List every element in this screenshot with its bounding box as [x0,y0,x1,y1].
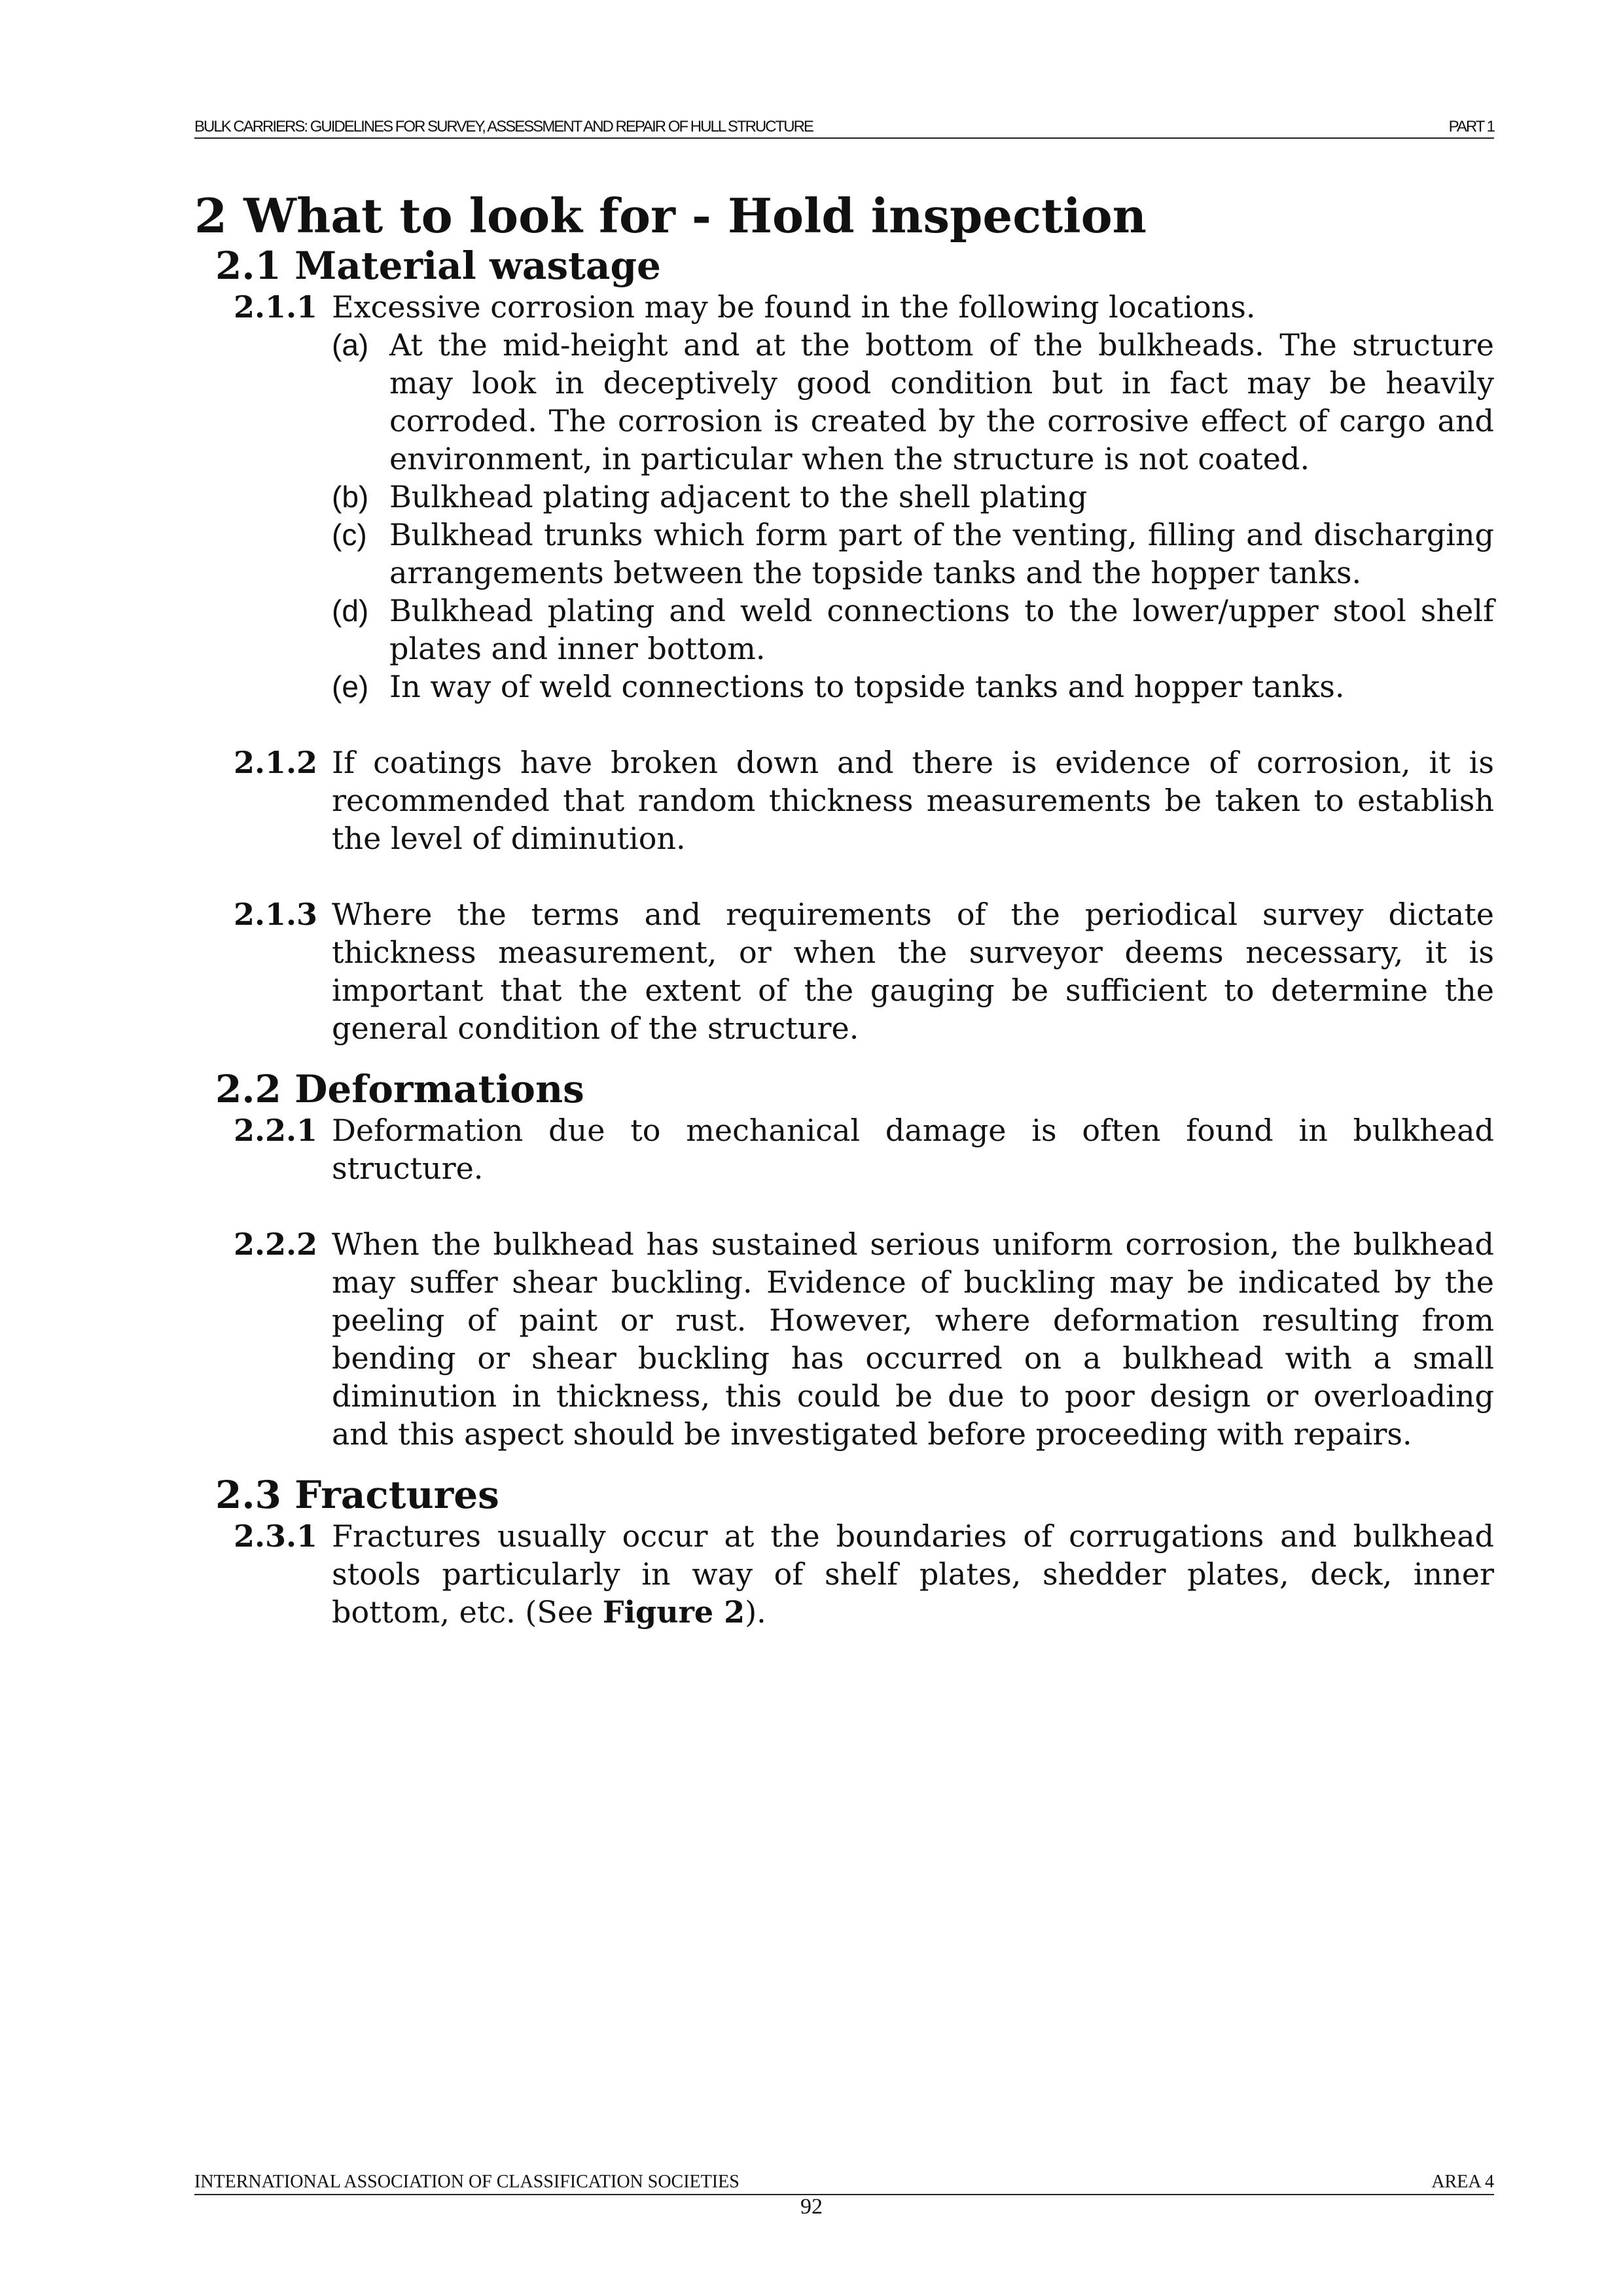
list-item [332,326,1494,478]
chapter-title: 2 What to look for - Hold inspection [194,188,1147,243]
footer-area: AREA 4 [1431,2172,1494,2192]
list-item-label: (d) [332,594,369,628]
paragraph-number: 2.1.1 [234,289,318,325]
running-footer [194,2172,1494,2195]
paragraph-2-3-1 [194,1517,1494,1631]
main-content [194,190,1494,1631]
list-item-label: (c) [332,518,367,552]
section-heading-2-1: 2.1 Material wastage [215,243,661,288]
paragraph-text: Fractures usually occur at the boundaries of corrugations and bulkhead stools particularly in way of shelf plates, shedder plates, deck, inner bottom, etc. (See [332,1518,1494,1630]
running-header [194,118,1494,139]
paragraph-text: Deformation due to mechanical damage is often found in bulkhead structure. [332,1113,1494,1186]
paragraph-text-end: ). [745,1594,766,1630]
section-heading-2-3: 2.3 Fractures [215,1473,499,1517]
paragraph-text: When the bulkhead has sustained serious uniform corrosion, the bulkhead may suffer shear buckling. Evidence of buckling may be indicated by the peeling of paint or rust. However, where deformation resulting from bending or shear buckling has occurred on a bulkhead with a small diminution in thickness, this could be due to poor design or overloading and this aspect should be investigated before proceeding with repairs. [332,1227,1494,1452]
paragraph-text: Where the terms and requirements of the periodical survey dictate thickness measurement, or when the surveyor deems necessary, it is important that the extent of the gauging be sufficient to determine the general condition of the structure. [332,897,1494,1046]
list-item-text: In way of weld connections to topside tanks and hopper tanks. [389,669,1345,704]
paragraph-2-1-1 [194,288,1494,706]
header-part: PART 1 [1448,118,1494,135]
paragraph-2-2-1 [194,1111,1494,1187]
list-item-label: (e) [332,670,369,704]
paragraph-number: 2.2.2 [234,1227,318,1262]
list-item [332,592,1494,668]
list-item-label: (a) [332,328,369,362]
list-item-label: (b) [332,480,369,514]
list-item-text: Bulkhead plating and weld connections to the lower/upper stool shelf plates and inner bottom. [389,593,1494,666]
paragraph-2-1-2 [194,744,1494,857]
location-list [332,326,1494,706]
list-item [332,668,1494,706]
paragraph-text: If coatings have broken down and there is evidence of corrosion, it is recommended that random thickness measurements be taken to establish the level of diminution. [332,745,1494,856]
list-item [332,478,1494,516]
section-heading-2-2: 2.2 Deformations [215,1067,584,1111]
list-item-text: Bulkhead plating adjacent to the shell plating [389,479,1088,514]
figure-reference: Figure 2 [602,1594,745,1630]
paragraph-number: 2.1.3 [234,897,318,932]
paragraph-number: 2.2.1 [234,1113,318,1148]
list-item [332,516,1494,592]
header-title: BULK CARRIERS: GUIDELINES FOR SURVEY, ASSESSMENT AND REPAIR OF HULL STRUCTURE [194,118,813,135]
footer-organization: INTERNATIONAL ASSOCIATION OF CLASSIFICATION SOCIETIES [194,2172,740,2192]
paragraph-2-1-3 [194,895,1494,1047]
paragraph-number: 2.1.2 [234,745,318,780]
page-number: 92 [800,2195,823,2219]
paragraph-2-2-2 [194,1225,1494,1453]
paragraph-text: Excessive corrosion may be found in the following locations. [332,289,1256,325]
list-item-text: At the mid-height and at the bottom of the bulkheads. The structure may look in deceptively good condition but in fact may be heavily corroded. The corrosion is created by the corrosive effect of cargo and environment, in particular when the structure is not coated. [389,327,1494,476]
paragraph-number: 2.3.1 [234,1518,318,1554]
list-item-text: Bulkhead trunks which form part of the venting, filling and discharging arrangements between the topside tanks and the hopper tanks. [389,517,1494,590]
